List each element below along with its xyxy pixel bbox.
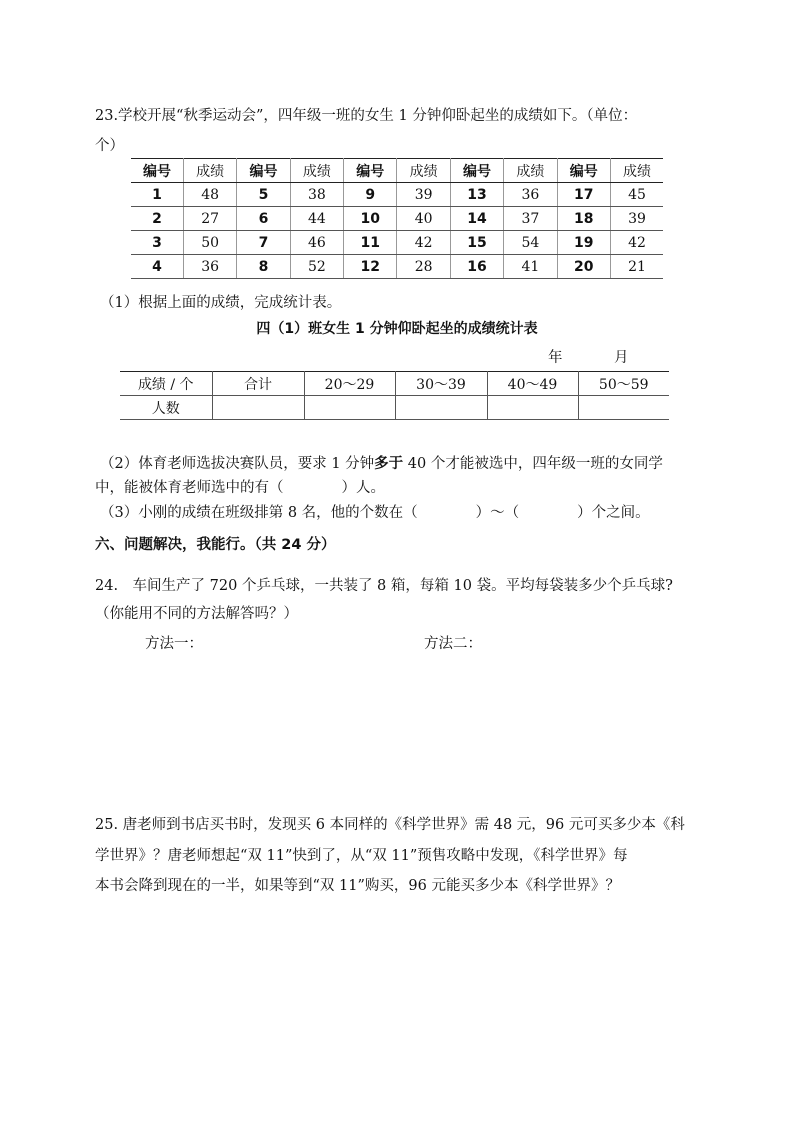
header-cell: 成绩	[504, 159, 557, 183]
table-cell: 3	[131, 231, 183, 255]
table-cell: 8	[237, 255, 290, 279]
q23-sub2-emphasis: 多于	[374, 455, 404, 472]
table-cell: 17	[557, 183, 610, 207]
q24-line2: （你能用不同的方法解答吗？）	[95, 606, 298, 622]
section6-title: 六、问题解决，我能行。（共 24 分）	[95, 537, 336, 553]
answer-cell-total[interactable]	[212, 396, 304, 420]
table-cell: 52	[290, 255, 343, 279]
table-cell: 21	[610, 255, 663, 279]
q23-sub2-line2: 中，能被体育老师选中的有（ ）人。	[95, 480, 385, 496]
table-cell: 9	[344, 183, 397, 207]
q23-sub2-text-b: 40 个才能被选中，四年级一班的女同学	[403, 456, 663, 472]
answer-cell-30-39[interactable]	[395, 396, 487, 420]
table-row	[131, 207, 663, 231]
q23-line2: 个）	[95, 138, 124, 154]
q25-line3: 本书会降到现在的一半，如果等到“双 11”购买，96 元能买多少本《科学世界》？	[95, 878, 620, 894]
header-cell: 合计	[212, 372, 304, 396]
answer-cell-40-49[interactable]	[487, 396, 578, 420]
table-cell: 16	[450, 255, 503, 279]
table-cell: 27	[183, 207, 236, 231]
header-cell: 成绩 / 个	[120, 372, 212, 396]
score-table-header	[131, 159, 663, 183]
table-cell: 10	[344, 207, 397, 231]
q23-sub1: （1）根据上面的成绩，完成统计表。	[100, 295, 342, 311]
table-cell: 1	[131, 183, 183, 207]
table-cell: 45	[610, 183, 663, 207]
table-row	[120, 396, 669, 420]
header-cell: 50～59	[578, 372, 669, 396]
header-cell: 编号	[131, 159, 183, 183]
table-cell: 48	[183, 183, 236, 207]
table-cell: 37	[504, 207, 557, 231]
header-cell: 40～49	[487, 372, 578, 396]
year-label: 年	[548, 350, 563, 366]
table-cell: 18	[557, 207, 610, 231]
table-cell: 7	[237, 231, 290, 255]
q23-sub2-line1	[100, 452, 663, 473]
header-cell: 编号	[450, 159, 503, 183]
table-cell: 46	[290, 231, 343, 255]
table-cell: 5	[237, 183, 290, 207]
table-cell: 40	[397, 207, 450, 231]
table-cell: 41	[504, 255, 557, 279]
stat-table	[120, 371, 669, 420]
table-cell: 42	[397, 231, 450, 255]
table-cell: 36	[504, 183, 557, 207]
header-cell: 成绩	[397, 159, 450, 183]
table-cell: 39	[610, 207, 663, 231]
table-cell: 14	[450, 207, 503, 231]
table-cell: 44	[290, 207, 343, 231]
score-table	[131, 158, 663, 279]
table-cell: 38	[290, 183, 343, 207]
header-cell: 20～29	[304, 372, 395, 396]
stat-table-title: 四（1）班女生 1 分钟仰卧起坐的成绩统计表	[256, 321, 538, 337]
header-cell: 编号	[344, 159, 397, 183]
q23-line1: 23.学校开展“秋季运动会”，四年级一班的女生 1 分钟仰卧起坐的成绩如下。（单位：	[95, 108, 638, 124]
q24-method1: 方法一：	[145, 636, 203, 652]
table-cell: 2	[131, 207, 183, 231]
table-cell: 28	[397, 255, 450, 279]
table-cell: 50	[183, 231, 236, 255]
q23-sub2-text-a: （2）体育老师选拔决赛队员，要求 1 分钟	[100, 456, 375, 472]
table-row	[131, 183, 663, 207]
table-cell: 36	[183, 255, 236, 279]
table-cell: 11	[344, 231, 397, 255]
q25-line1: 25. 唐老师到书店买书时，发现买 6 本同样的《科学世界》需 48 元，96 元可买多少本《科	[95, 817, 685, 833]
header-cell: 成绩	[290, 159, 343, 183]
table-cell: 15	[450, 231, 503, 255]
table-cell: 12	[344, 255, 397, 279]
table-cell: 42	[610, 231, 663, 255]
header-cell: 成绩	[183, 159, 236, 183]
row-label: 人数	[120, 396, 212, 420]
table-row	[131, 231, 663, 255]
header-cell: 编号	[557, 159, 610, 183]
table-cell: 54	[504, 231, 557, 255]
q25-line2: 学世界》？唐老师想起“双 11”快到了，从“双 11”预售攻略中发现，《科学世界》每	[95, 848, 628, 864]
table-row	[131, 255, 663, 279]
header-cell: 成绩	[610, 159, 663, 183]
month-label: 月	[614, 350, 629, 366]
q23-sub3: （3）小刚的成绩在班级排第 8 名，他的个数在（ ）～（ ）个之间。	[100, 505, 650, 521]
table-cell: 4	[131, 255, 183, 279]
header-cell: 编号	[237, 159, 290, 183]
answer-cell-20-29[interactable]	[304, 396, 395, 420]
table-cell: 13	[450, 183, 503, 207]
table-cell: 20	[557, 255, 610, 279]
q24-line1: 24. 车间生产了 720 个乒乓球，一共装了 8 箱，每箱 10 袋。平均每袋装多少个乒乓球?	[95, 578, 673, 594]
q24-method2: 方法二：	[424, 636, 482, 652]
answer-cell-50-59[interactable]	[578, 396, 669, 420]
stat-table-header	[120, 372, 669, 396]
table-cell: 6	[237, 207, 290, 231]
table-cell: 19	[557, 231, 610, 255]
table-cell: 39	[397, 183, 450, 207]
header-cell: 30～39	[395, 372, 487, 396]
